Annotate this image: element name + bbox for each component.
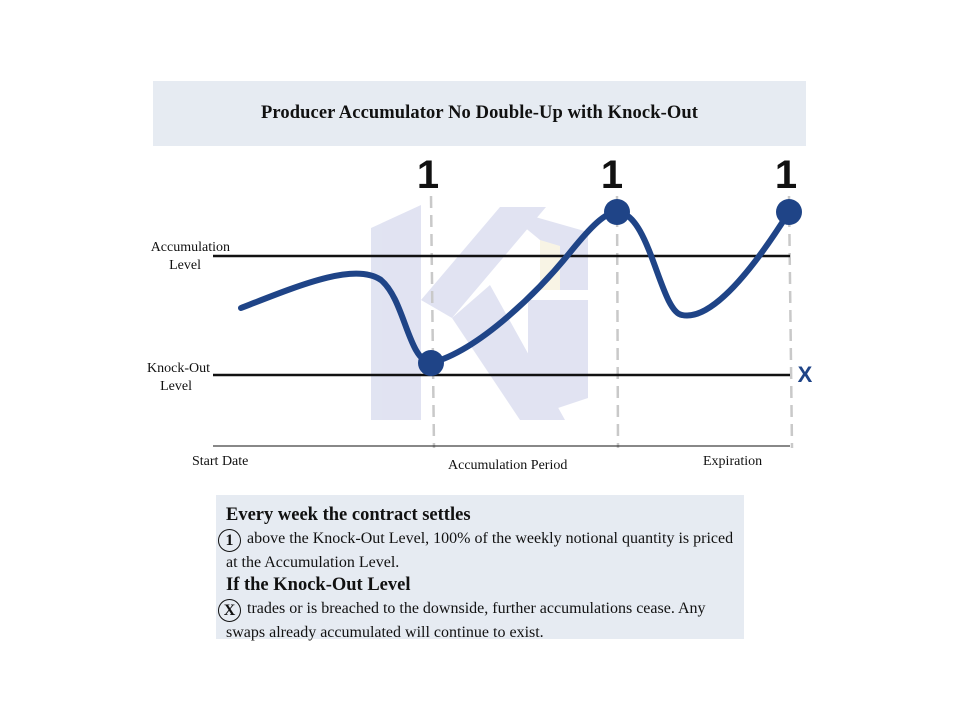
- settle-marker-1: 1: [416, 153, 440, 197]
- guide-line-3: [789, 196, 792, 448]
- accumulation-level-label-1: Accumulation: [150, 240, 230, 255]
- explanation-box: [216, 495, 744, 639]
- explanation-heading-2: If the Knock-Out Level: [226, 574, 411, 595]
- settle-point-1: [418, 350, 444, 376]
- knockout-marker: X: [797, 362, 813, 387]
- guide-line-2: [617, 196, 618, 448]
- explanation-rule-2-text: trades or is breached to the downside, further accumulations cease. Any swaps already accumulated will continue to exist.: [226, 599, 706, 641]
- guide-line-1: [431, 196, 434, 448]
- circled-x-icon: X: [218, 599, 241, 622]
- settle-point-3: [776, 199, 802, 225]
- settle-marker-2: 1: [600, 153, 624, 197]
- knockout-level-label-2: Level: [160, 379, 192, 394]
- explanation-rule-2: [223, 598, 734, 644]
- explanation-rule-1: [226, 528, 734, 574]
- page-title: Producer Accumulator No Double-Up with Knock-Out: [261, 103, 698, 123]
- explanation-rule-1-text: above the Knock-Out Level, 100% of the weekly notional quantity is priced at the Accumulation Level.: [226, 530, 734, 571]
- accumulation-period-label: Accumulation Period: [448, 458, 568, 473]
- settle-point-2: [604, 199, 630, 225]
- circled-one-icon: 1: [218, 529, 241, 552]
- explanation-heading-1: Every week the contract settles: [226, 505, 471, 525]
- knockout-level-label-1: Knock-Out: [147, 361, 210, 376]
- expiration-label: Expiration: [703, 454, 763, 469]
- settle-marker-3: 1: [774, 153, 798, 197]
- accumulation-level-label-2: Level: [169, 258, 201, 273]
- start-date-label: Start Date: [192, 454, 249, 469]
